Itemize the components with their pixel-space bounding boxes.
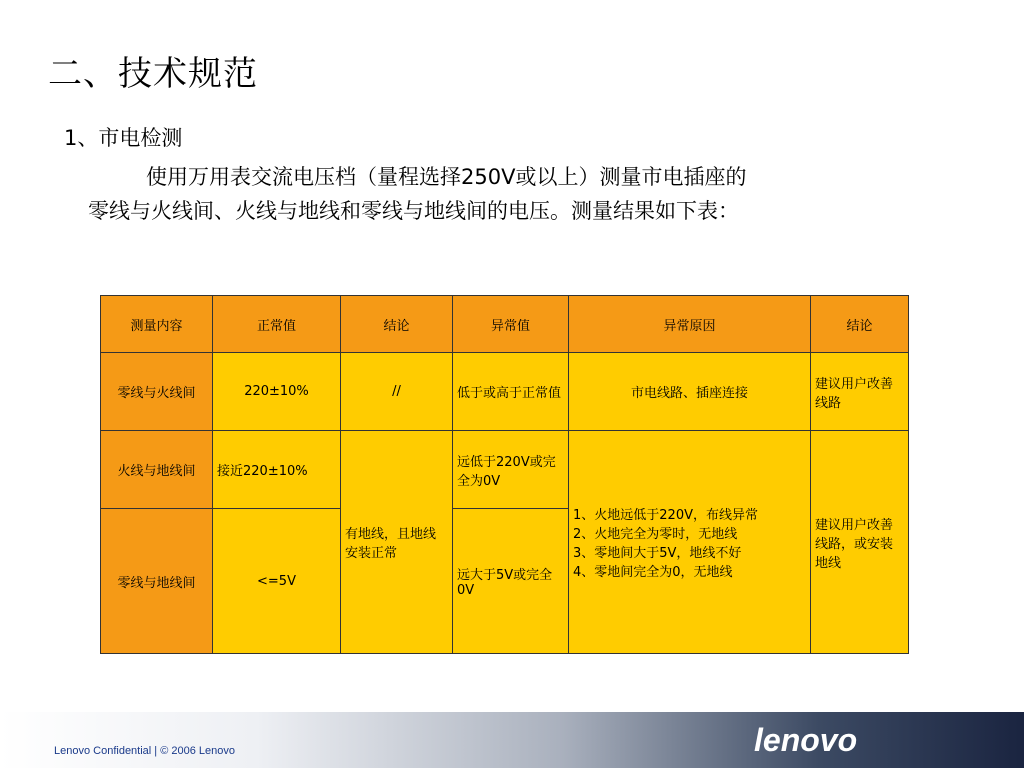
header-cell: 异常值 (453, 296, 569, 353)
paragraph-line-1: 使用万用表交流电压档（量程选择250V或以上）测量市电插座的 (146, 165, 747, 189)
table-row (101, 431, 909, 509)
result-cell: 建议用户改善线路 (811, 353, 909, 431)
table-row (101, 353, 909, 431)
abnormal-value-cell: 远低于220V或完全为0V (453, 431, 569, 509)
normal-value-cell: 接近220±10% (213, 431, 341, 509)
lenovo-logo-text: lenovo (754, 722, 858, 758)
abnormal-value-cell: 低于或高于正常值 (453, 353, 569, 431)
header-cell: 正常值 (213, 296, 341, 353)
normal-value-cell: <=5V (213, 509, 341, 654)
result-cell-merged: 建议用户改善线路，或安装地线 (811, 431, 909, 654)
row-label-neutral-ground: 零线与地线间 (101, 509, 213, 654)
header-cell: 异常原因 (569, 296, 811, 353)
normal-value-cell: 220±10% (213, 353, 341, 431)
header-cell: 结论 (811, 296, 909, 353)
row-label-live-ground: 火线与地线间 (101, 431, 213, 509)
header-cell: 结论 (341, 296, 453, 353)
row-label-neutral-live: 零线与火线间 (101, 353, 213, 431)
abnormal-cause-cell: 市电线路、插座连接 (569, 353, 811, 431)
abnormal-value-cell: 远大于5V或完全0V (453, 509, 569, 654)
lenovo-logo (748, 718, 908, 762)
conclusion-cell: // (341, 353, 453, 431)
section-subtitle: 1、市电检测 (64, 126, 183, 150)
table-header-row (101, 296, 909, 353)
header-cell: 测量内容 (101, 296, 213, 353)
abnormal-cause-cell-merged: 1、火地远低于220V，布线异常 2、火地完全为零时，无地线 3、零地间大于5V，地线不好 4、零地间完全为0，无地线 (569, 431, 811, 654)
slide-title: 二、技术规范 (48, 54, 258, 94)
footer-confidential: Lenovo Confidential | © 2006 Lenovo (54, 745, 235, 757)
measurement-table (100, 295, 909, 654)
description-paragraph (88, 160, 968, 228)
paragraph-line-2: 零线与火线间、火线与地线和零线与地线间的电压。测量结果如下表： (88, 199, 739, 223)
conclusion-cell-merged: 有地线，且地线安装正常 (341, 431, 453, 654)
